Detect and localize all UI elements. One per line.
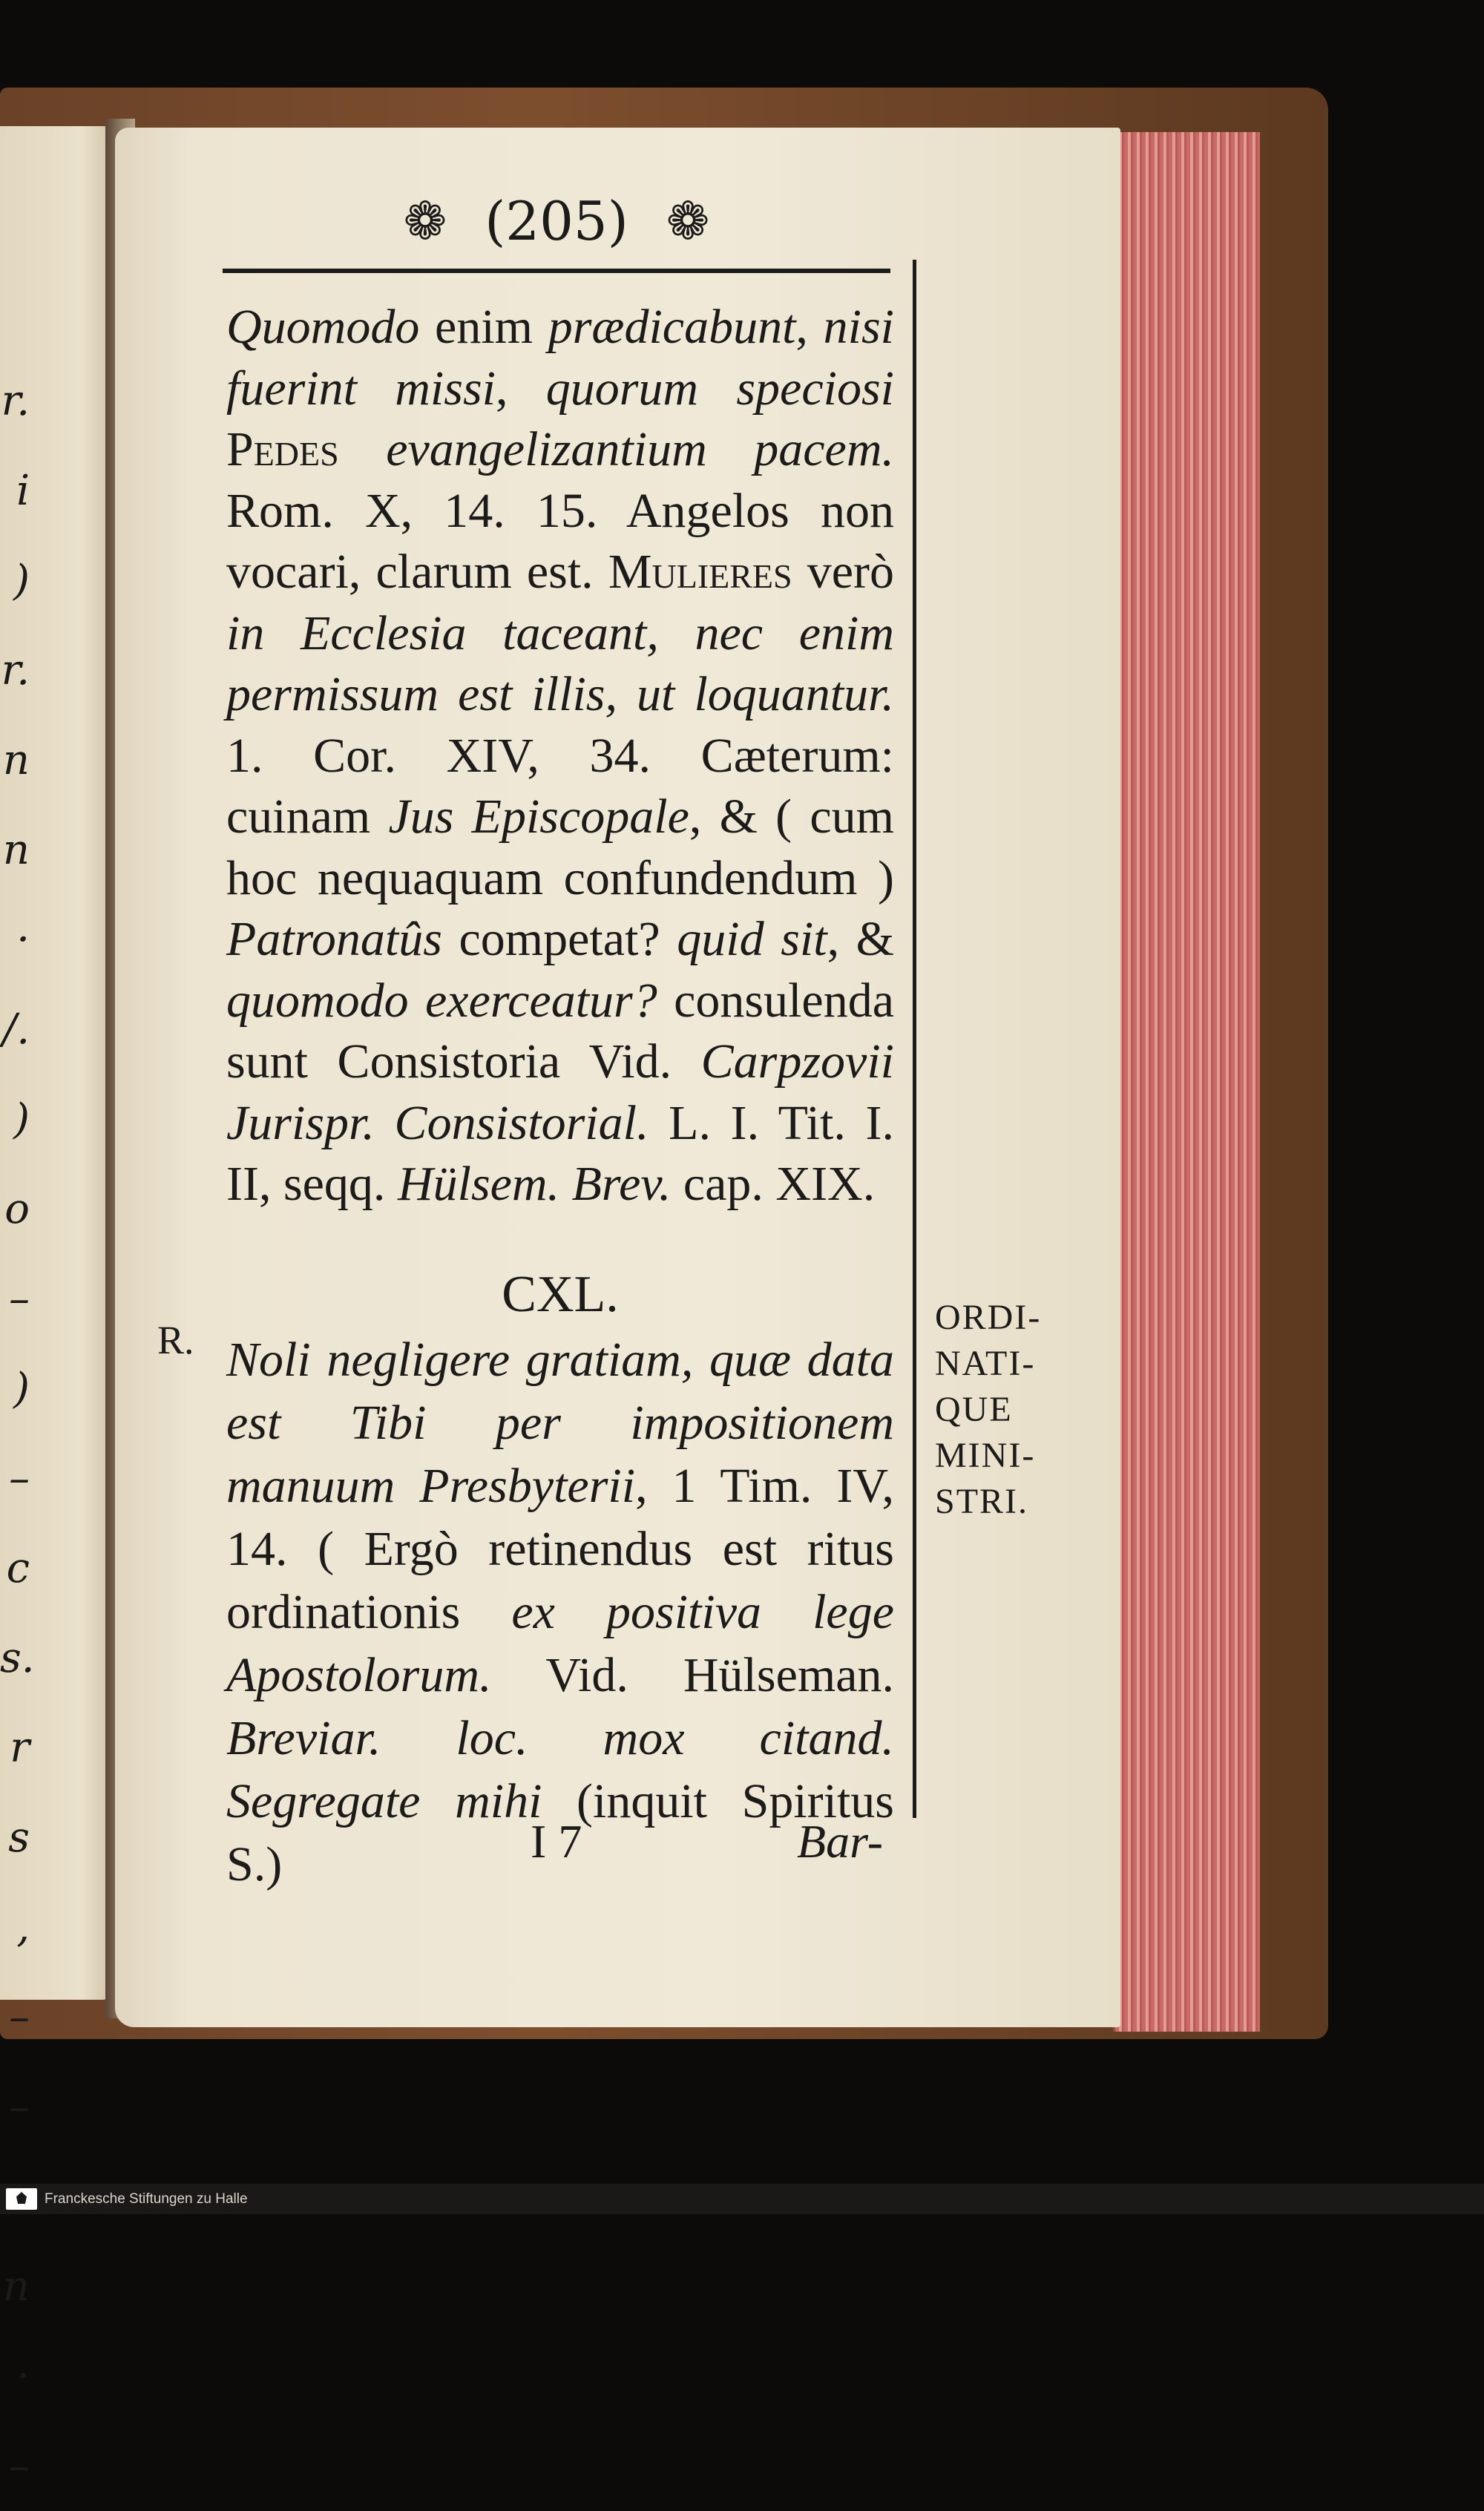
- text-run: cap. XIX.: [671, 1157, 876, 1211]
- paragraph-2: [226, 1328, 894, 1896]
- text-run: (inquit Spiritus S.): [226, 1774, 894, 1891]
- page-header: [223, 186, 890, 267]
- margin-marker: R.: [157, 1318, 194, 1362]
- text-run: Patronatûs: [226, 912, 442, 966]
- left-page-glyph: s: [8, 1814, 30, 1862]
- left-page-glyph: r: [10, 1724, 30, 1772]
- text-run: competat?: [441, 912, 677, 966]
- left-page-glyph: ): [13, 1095, 30, 1143]
- text-run: Vid. Hülseman.: [491, 1648, 894, 1702]
- text-run: 1. Cor. XIV, 34. Cæterum: cuinam: [226, 728, 894, 844]
- text-run: Jus Episcopale: [388, 790, 689, 844]
- margin-note: [935, 1295, 1061, 1525]
- text-run: consulenda sunt Consistoria Vid.: [226, 973, 895, 1089]
- text-run: quid sit: [677, 912, 827, 966]
- left-page-glyph: r.: [1, 646, 30, 695]
- text-run: Carpzovii Jurispr. Consistorial.: [226, 1034, 894, 1150]
- header-rule: [223, 269, 890, 273]
- left-page-glyph: r.: [1, 377, 30, 425]
- left-page-glyph: –: [9, 2083, 30, 2131]
- text-run: Pedes: [226, 422, 387, 476]
- margin-note-line: NATI-: [935, 1344, 1036, 1383]
- text-run: enim: [419, 300, 548, 354]
- text-run: , 1 Tim. IV, 14. ( Ergò retinendus est ritus ordinationis: [226, 1459, 894, 1639]
- left-page-glyph: s.: [0, 1634, 35, 1682]
- left-page-glyph: n: [2, 2262, 30, 2311]
- left-page-glyph: ·: [16, 916, 30, 964]
- catchword: Bar-: [796, 1815, 883, 1868]
- text-run: Rom. X, 14. 15. Angelos non vocari, clarum est.: [226, 483, 894, 599]
- left-page-glyph: o: [4, 1185, 30, 1233]
- left-page-glyph: i: [16, 467, 30, 515]
- text-run: Mulieres: [608, 545, 792, 599]
- page-number: (205): [485, 190, 628, 252]
- ornament-right-icon: ❁: [666, 191, 710, 252]
- left-page-glyph: n: [2, 736, 30, 784]
- text-run: evangelizantium pacem.: [386, 422, 894, 476]
- margin-note-line: QUE: [935, 1390, 1013, 1429]
- text-run: , & ( cum hoc nequaquam confundendum ): [226, 790, 894, 905]
- left-page-glyph: –: [9, 1454, 30, 1503]
- left-page-glyph: –: [9, 1993, 30, 2041]
- institution-logo-icon: [6, 2188, 37, 2210]
- left-page-glyph: ): [13, 557, 30, 605]
- left-page-glyph: –: [9, 1275, 30, 1323]
- margin-rule: [913, 260, 916, 1818]
- credit-label: Franckesche Stiftungen zu Halle: [45, 2191, 248, 2207]
- text-run: in Ecclesia taceant, nec enim permissum est illis, ut loquantur.: [226, 605, 894, 721]
- text-run: verò: [792, 545, 894, 599]
- text-run: , &: [827, 912, 894, 966]
- text-run: ex positiva lege Apostolorum.: [226, 1585, 894, 1702]
- margin-note-line: ORDI-: [935, 1298, 1042, 1337]
- text-run: ,: [495, 361, 546, 416]
- margin-note-line: MINI-: [935, 1436, 1036, 1475]
- signature-mark: I 7: [531, 1815, 582, 1868]
- paragraph-1: [226, 297, 894, 1215]
- left-page-glyph: ,: [16, 1903, 30, 1952]
- left-page-glyph: –: [9, 2442, 30, 2490]
- left-page-glyph: ): [13, 1365, 30, 1413]
- text-run: quomodo exerceatur?: [226, 973, 657, 1028]
- left-page-glyph: ·: [16, 2352, 30, 2400]
- ornament-left-icon: ❁: [403, 191, 447, 252]
- text-run: nisi fuerint missi: [226, 300, 894, 416]
- text-run: quorum speciosi: [545, 361, 894, 416]
- section-heading: CXL.: [502, 1266, 619, 1323]
- text-run: Noli negligere gratiam, quæ data est Tibi per impositionem manuum Presbyterii: [226, 1333, 894, 1513]
- text-run: Quomodo: [226, 300, 420, 354]
- page-edges: [1113, 132, 1260, 2032]
- left-page-glyph: c: [6, 1544, 30, 1592]
- text-run: Hülsem. Brev.: [397, 1157, 672, 1211]
- text-run: L. I. Tit. I. II, seqq.: [226, 1095, 894, 1211]
- text-run: prædicabunt: [548, 300, 796, 354]
- page-footer: [519, 1814, 890, 1874]
- left-page-glyph: n: [2, 826, 30, 874]
- left-page-glyph: /.: [2, 1005, 30, 1054]
- left-page: [0, 126, 117, 2490]
- margin-note-line: STRI.: [935, 1482, 1029, 1521]
- text-run: Breviar. loc. mox citand. Segregate mihi: [226, 1711, 894, 1828]
- credit-bar: [0, 2184, 1484, 2214]
- text-run: ,: [795, 300, 824, 354]
